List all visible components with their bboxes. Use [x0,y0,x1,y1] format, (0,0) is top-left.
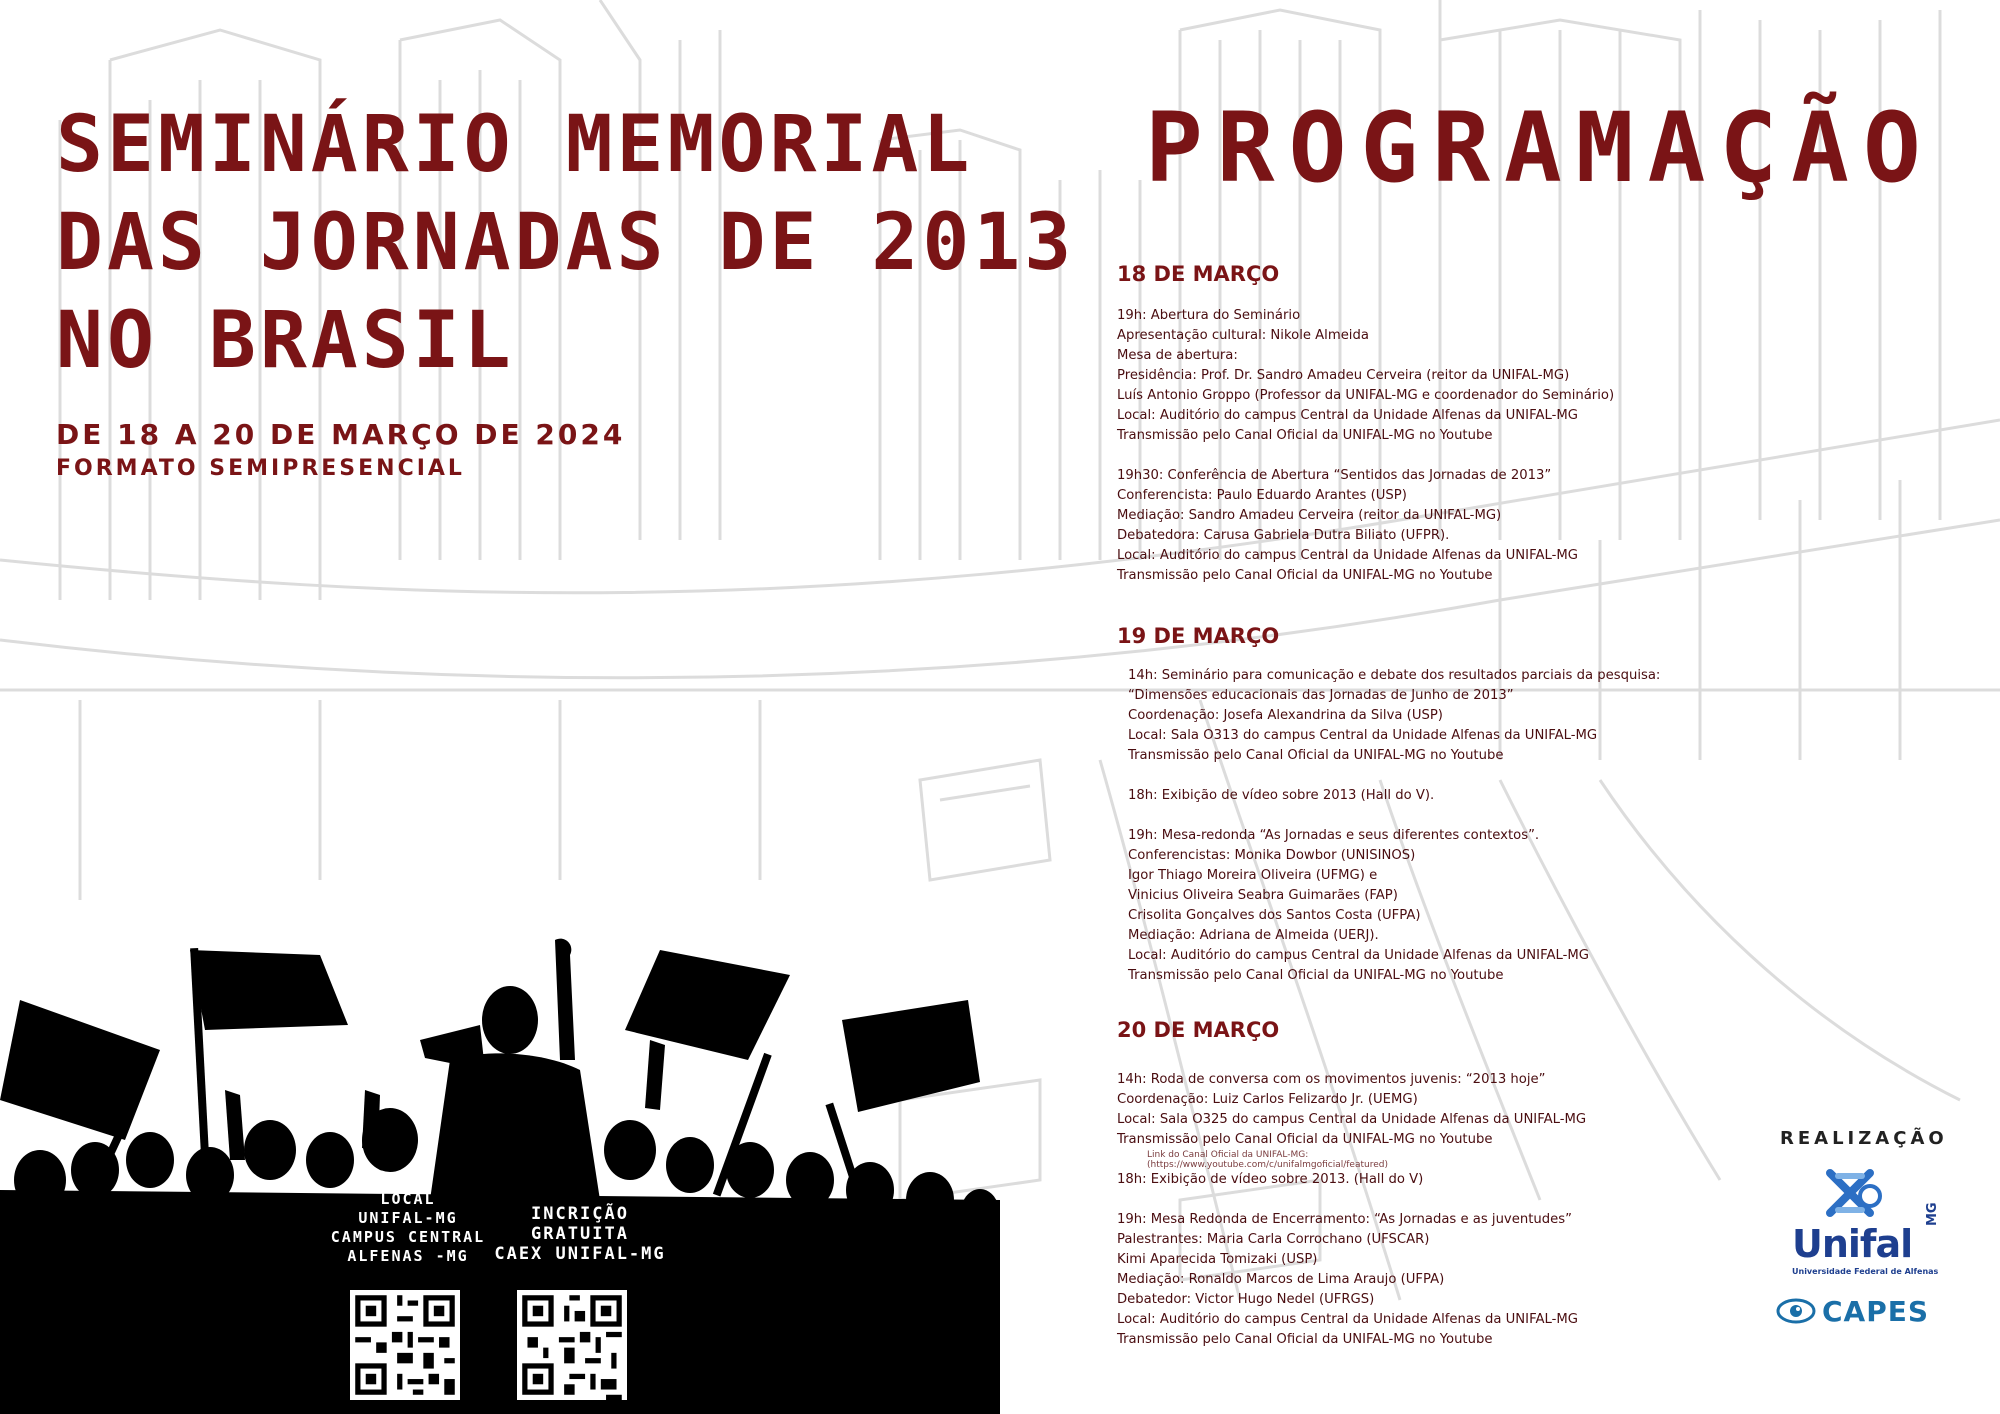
schedule-line: Coordenação: Josefa Alexandrina da Silva (USP) [1128,708,1443,723]
schedule-line: Luís Antonio Groppo (Professor da UNIFAL-MG e coordenador do Seminário) [1117,388,1615,403]
registration-line2: GRATUITA [531,1224,629,1244]
protest-crowd-illustration [0,930,1000,1414]
local-city: ALFENAS -MG [347,1247,469,1265]
schedule-line: Igor Thiago Moreira Oliveira (UFMG) e [1128,868,1378,883]
schedule-line: Local: Sala O325 do campus Central da Unidade Alfenas da UNIFAL-MG [1117,1112,1587,1127]
day-schedule-19 [1128,666,1768,986]
schedule-line: Apresentação cultural: Nikole Almeida [1117,328,1369,343]
schedule-line: 18h: Exibição de vídeo sobre 2013 (Hall do V). [1128,788,1435,803]
schedule-line: Local: Auditório do campus Central da Unidade Alfenas da UNIFAL-MG [1117,548,1578,563]
schedule-line: Vinicius Oliveira Seabra Guimarães (FAP) [1128,888,1398,903]
schedule-line: Transmissão pelo Canal Oficial da UNIFAL-MG no Youtube [1128,968,1504,983]
schedule-line: 19h: Abertura do Seminário [1117,308,1301,323]
registration-qr-code[interactable] [517,1290,627,1400]
schedule-line: 14h: Seminário para comunicação e debate dos resultados parciais da pesquisa: [1128,668,1661,683]
unifal-suffix: MG [1925,1202,1940,1226]
schedule-line: Transmissão pelo Canal Oficial da UNIFAL-MG no Youtube [1117,428,1493,443]
schedule-line: Transmissão pelo Canal Oficial da UNIFAL-MG no Youtube [1128,748,1504,763]
schedule-line: Mediação: Adriana de Almeida (UERJ). [1128,928,1379,943]
schedule-line: Palestrantes: Maria Carla Corrochano (UFSCAR) [1117,1232,1430,1247]
schedule-line: Conferencistas: Monika Dowbor (UNISINOS) [1128,848,1416,863]
unifal-name: Unifal [1792,1222,1913,1266]
schedule-line: Conferencista: Paulo Eduardo Arantes (USP) [1117,488,1407,503]
local-campus: CAMPUS CENTRAL [330,1228,486,1246]
schedule-line [1117,1190,1757,1210]
registration-line1: INCRIÇÃO [531,1204,629,1224]
schedule-line [1128,806,1768,826]
schedule-line: Mediação: Sandro Amadeu Cerveira (reitor da UNIFAL-MG) [1117,508,1502,523]
unifal-subtitle: Universidade Federal de Alfenas [1792,1267,1939,1276]
event-title: SEMINÁRIO MEMORIAL DAS JORNADAS DE 2013 NO BRASIL [56,100,1076,386]
local-label: LOCAL [380,1190,436,1208]
sponsors-label: REALIZAÇÃO [1780,1128,1948,1149]
schedule-line: Mesa de abertura: [1117,348,1238,363]
day-heading-18: 18 DE MARÇO [1117,262,1280,286]
schedule-line: Coordenação: Luiz Carlos Felizardo Jr. (UEMG) [1117,1092,1418,1107]
schedule-line: Crisolita Gonçalves dos Santos Costa (UFPA) [1128,908,1421,923]
schedule-line: Presidência: Prof. Dr. Sandro Amadeu Cerveira (reitor da UNIFAL-MG) [1117,368,1570,383]
schedule-line: Debatedor: Victor Hugo Nedel (UFRGS) [1117,1292,1375,1307]
schedule-line: 19h: Mesa Redonda de Encerramento: “As Jornadas e as juventudes” [1117,1212,1572,1227]
capes-name: CAPES [1822,1295,1930,1328]
registration-line3: CAEX UNIFAL-MG [494,1244,666,1264]
schedule-line: Transmissão pelo Canal Oficial da UNIFAL-MG no Youtube [1117,1332,1493,1347]
schedule-line: 19h30: Conferência de Abertura “Sentidos das Jornadas de 2013” [1117,468,1552,483]
registration-info [480,1204,680,1264]
schedule-line: Local: Auditório do campus Central da Unidade Alfenas da UNIFAL-MG [1117,1312,1578,1327]
schedule-line: “Dimensões educacionais das Jornadas de Junho de 2013” [1128,688,1514,703]
local-qr-code[interactable] [350,1290,460,1400]
channel-link-label: Link do Canal Oficial da UNIFAL-MG: [1147,1150,1309,1160]
local-info [318,1190,498,1266]
schedule-line: Mediação: Ronaldo Marcos de Lima Araujo (UFPA) [1117,1272,1445,1287]
channel-link-url[interactable]: (https://www.youtube.com/c/unifalmgoficial/featured) [1147,1160,1388,1170]
schedule-line: Kimi Aparecida Tomizaki (USP) [1117,1252,1318,1267]
schedule-line: Local: Auditório do campus Central da Unidade Alfenas da UNIFAL-MG [1128,948,1589,963]
schedule-line: Transmissão pelo Canal Oficial da UNIFAL-MG no Youtube [1117,1132,1493,1147]
schedule-line: Debatedora: Carusa Gabriela Dutra Biliato (UFPR). [1117,528,1450,543]
day-heading-20: 20 DE MARÇO [1117,1018,1280,1042]
schedule-line: Transmissão pelo Canal Oficial da UNIFAL-MG no Youtube [1117,568,1493,583]
schedule-line: 18h: Exibição de vídeo sobre 2013. (Hall do V) [1117,1172,1424,1187]
schedule-line [1117,446,1757,466]
day-schedule-18 [1117,306,1757,586]
schedule-line: 14h: Roda de conversa com os movimentos juvenis: “2013 hoje” [1117,1072,1546,1087]
event-format: FORMATO SEMIPRESENCIAL [56,456,465,481]
day-schedule-20 [1117,1070,1757,1350]
local-institution: UNIFAL-MG [358,1209,458,1227]
schedule-line: Local: Sala O313 do campus Central da Unidade Alfenas da UNIFAL-MG [1128,728,1598,743]
schedule-line [1128,766,1768,786]
day-heading-19: 19 DE MARÇO [1117,624,1280,648]
program-title: PROGRAMAÇÃO [1145,92,1935,204]
capes-eye-icon [1776,1296,1824,1326]
schedule-line: Local: Auditório do campus Central da Unidade Alfenas da UNIFAL-MG [1117,408,1578,423]
schedule-line: 19h: Mesa-redonda “As Jornadas e seus diferentes contextos”. [1128,828,1540,843]
event-dates: DE 18 A 20 DE MARÇO DE 2024 [56,418,626,451]
